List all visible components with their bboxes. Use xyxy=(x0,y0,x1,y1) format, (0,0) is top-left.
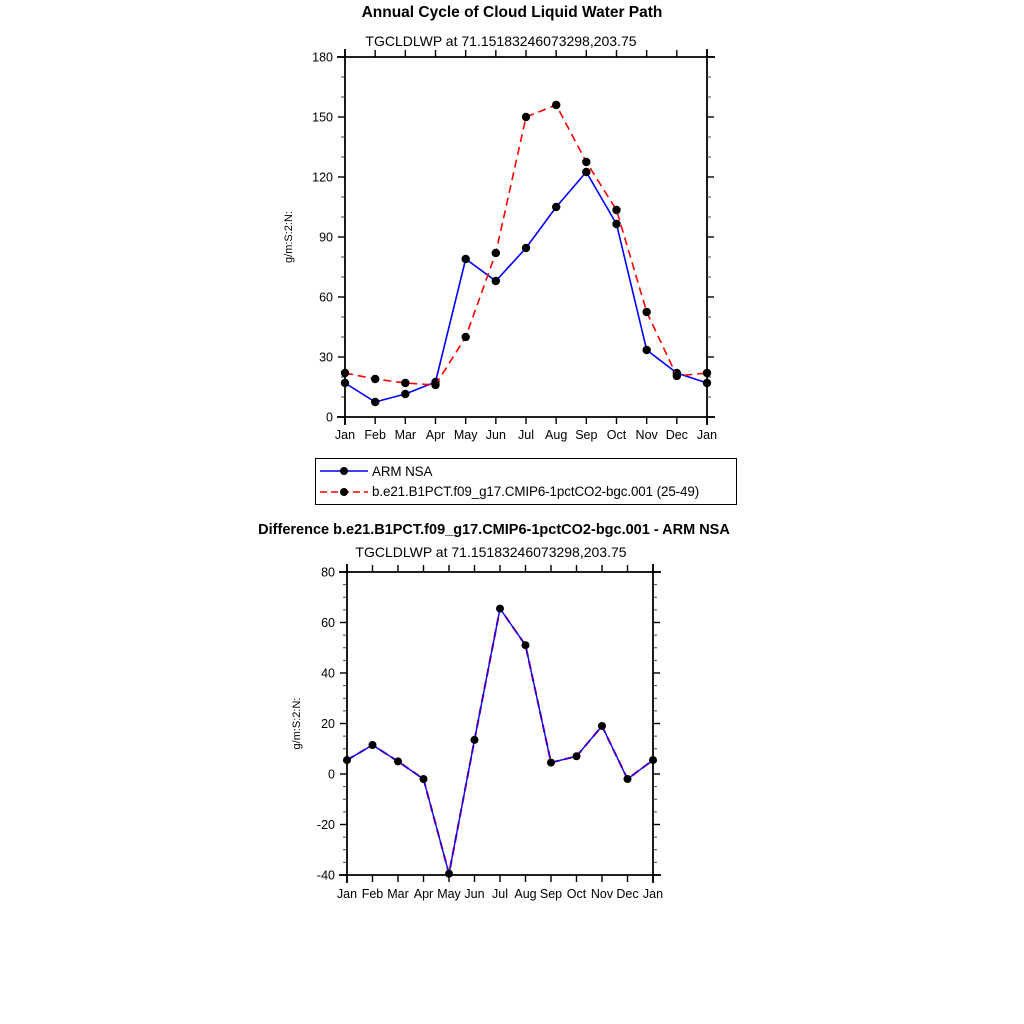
svg-text:Jan: Jan xyxy=(334,428,356,442)
svg-text:Nov: Nov xyxy=(635,428,658,442)
svg-text:40: 40 xyxy=(321,666,335,681)
svg-text:Jul: Jul xyxy=(518,428,534,442)
chart-subtitle-difference: TGCLDLWP at 71.15183246073298,203.75 xyxy=(355,544,627,560)
svg-text:Jan: Jan xyxy=(642,887,664,901)
legend-label-model: b.e21.B1PCT.f09_g17.CMIP6-1pctCO2-bgc.001 (25-49) xyxy=(372,484,700,500)
svg-text:Oct: Oct xyxy=(566,887,587,901)
svg-text:Jun: Jun xyxy=(485,428,506,442)
svg-text:Dec: Dec xyxy=(616,887,639,901)
svg-text:Dec: Dec xyxy=(665,428,688,442)
svg-text:Jun: Jun xyxy=(464,887,485,901)
svg-text:May: May xyxy=(437,887,461,901)
svg-text:60: 60 xyxy=(319,290,333,305)
svg-text:Sep: Sep xyxy=(539,887,563,901)
svg-text:120: 120 xyxy=(312,170,333,185)
svg-text:Aug: Aug xyxy=(545,428,568,442)
svg-text:Feb: Feb xyxy=(361,887,384,901)
x-axis-labels xyxy=(337,887,663,901)
chart-subtitle-annual-cycle: TGCLDLWP at 71.15183246073298,203.75 xyxy=(365,33,637,49)
svg-text:80: 80 xyxy=(321,565,335,580)
y-axis-title xyxy=(291,698,303,750)
svg-text:90: 90 xyxy=(319,230,333,245)
svg-text:g/m:S:2:N:: g/m:S:2:N: xyxy=(283,211,295,263)
svg-text:Sep: Sep xyxy=(575,428,598,442)
svg-text:Apr: Apr xyxy=(425,428,446,442)
svg-text:60: 60 xyxy=(321,615,335,630)
chart-title-annual-cycle: Annual Cycle of Cloud Liquid Water Path xyxy=(361,4,663,21)
svg-text:Jan: Jan xyxy=(336,887,358,901)
y-axis-labels xyxy=(317,565,335,882)
svg-text:150: 150 xyxy=(312,110,333,125)
svg-text:g/m:S:2:N:: g/m:S:2:N: xyxy=(291,697,303,750)
svg-text:Oct: Oct xyxy=(606,428,627,442)
svg-text:0: 0 xyxy=(328,767,335,782)
svg-text:Apr: Apr xyxy=(413,887,434,901)
svg-text:Feb: Feb xyxy=(364,428,386,442)
svg-text:-40: -40 xyxy=(316,868,335,883)
svg-text:180: 180 xyxy=(312,50,333,65)
svg-text:20: 20 xyxy=(321,716,335,731)
svg-text:Aug: Aug xyxy=(514,887,537,901)
svg-text:30: 30 xyxy=(319,350,333,365)
chart-title-difference: Difference b.e21.B1PCT.f09_g17.CMIP6-1pctCO2-bgc.001 - ARM NSA xyxy=(258,522,730,538)
svg-text:May: May xyxy=(453,428,478,442)
svg-text:Jan: Jan xyxy=(696,428,718,442)
svg-text:-20: -20 xyxy=(316,817,335,832)
svg-text:Mar: Mar xyxy=(394,428,417,442)
legend-label-obs: ARM NSA xyxy=(372,463,433,479)
series-line-0 xyxy=(347,609,653,874)
svg-text:0: 0 xyxy=(326,410,333,425)
svg-text:Mar: Mar xyxy=(387,887,409,901)
svg-text:Jul: Jul xyxy=(492,887,508,901)
svg-text:Nov: Nov xyxy=(590,887,614,901)
